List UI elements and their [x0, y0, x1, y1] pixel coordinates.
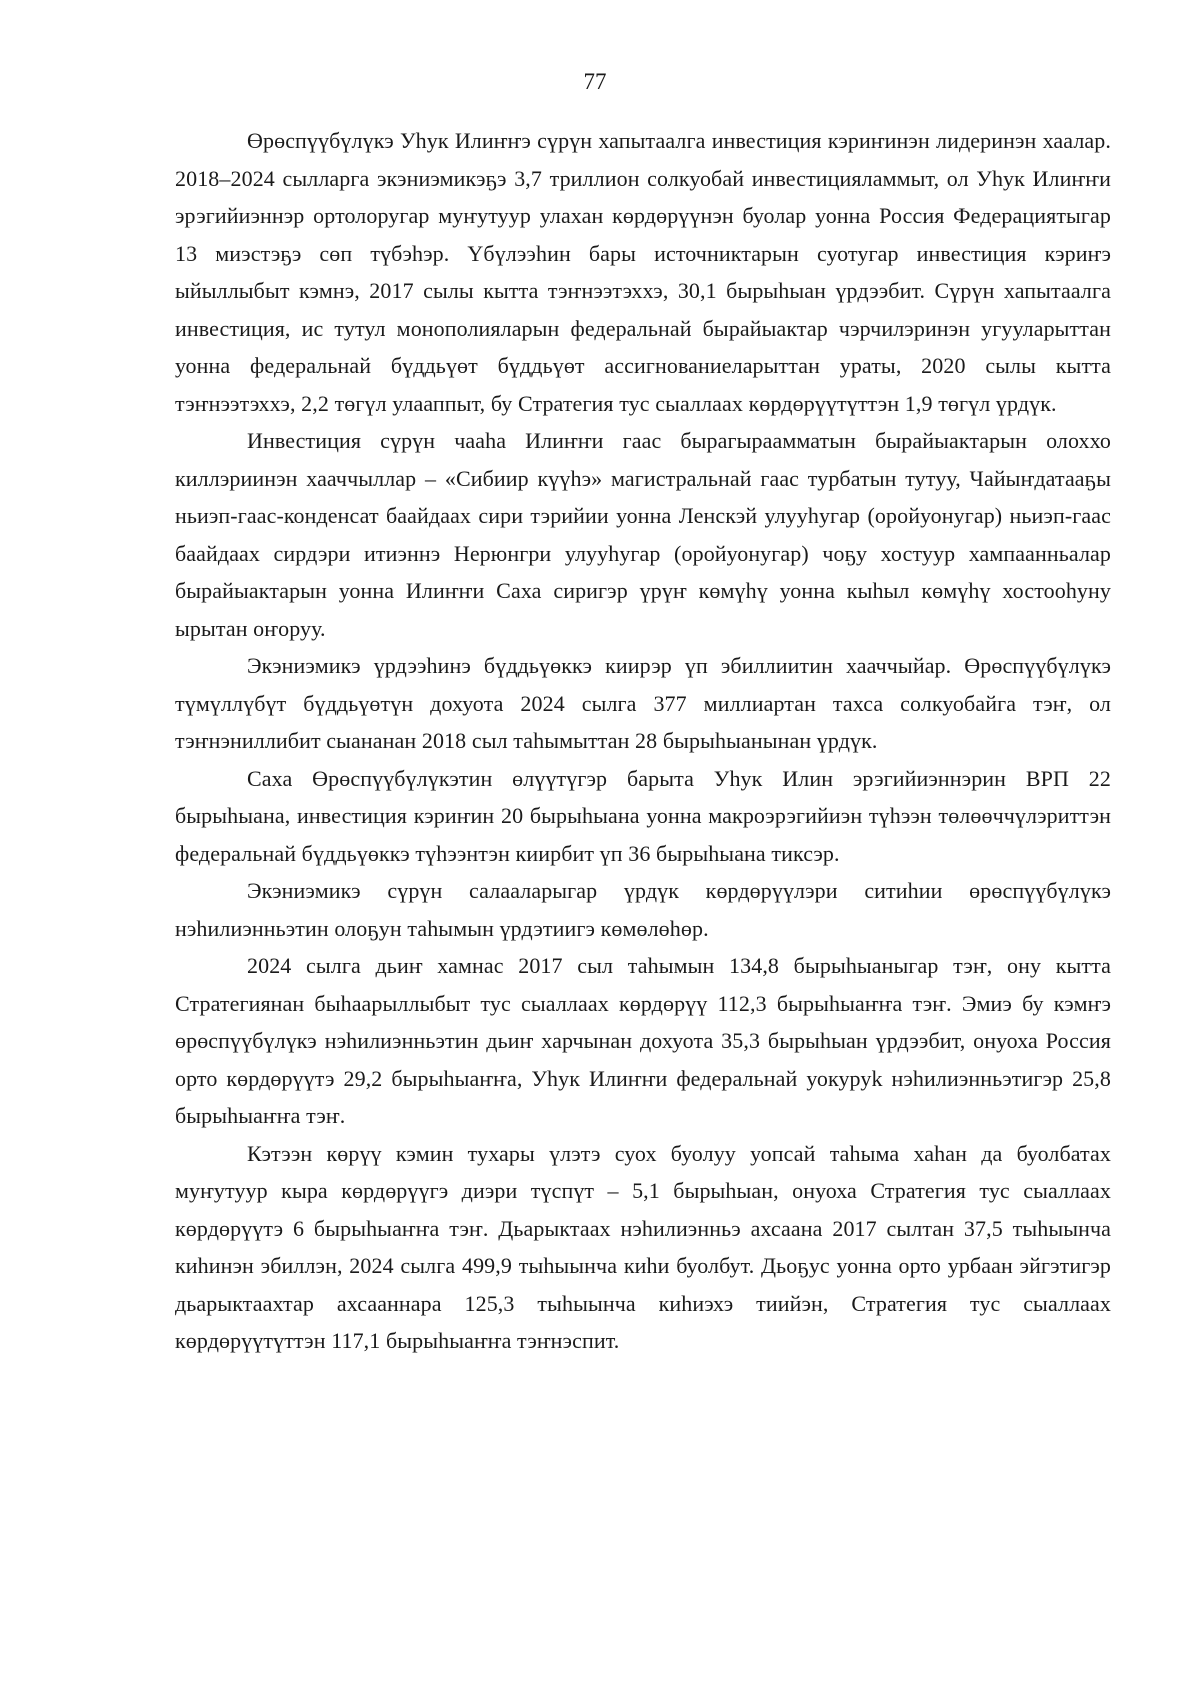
paragraph-investment: Өрөспүүбүлүкэ Уһук Илиҥҥэ сүрүн хапытаалга инвестиция кэриҥинэн лидеринэн хаалар. 2018–2024 сылларга экэниэмикэҕэ 3,7 триллион солкуобай инвестицияламмыт, ол Уһук Илиҥҥи эрэгийиэннэр ортолоругар муҥутуур улахан көрдөрүүнэн буолар уонна Россия Федерациятыгар 13 миэстэҕэ сөп түбэһэр. Үбүлээһин бары источниктарын суотугар инвестиция кэриҥэ ыйыллыбыт кэмнэ, 2017 сылы кытта тэҥнээтэххэ, 30,1 бырыһыан үрдээбит. Сүрүн хапытаалга инвестиция, ис тутул монополияларын федеральнай бырайыактар чэрчилэринэн угууларыттан уонна федеральнай бүддьүөт бүддьүөт ассигнованиеларыттан ураты, 2020 сылы кытта тэҥнээтэххэ, 2,2 төгүл улааппыт, бу Стратегия тус сыаллаах көрдөрүүтүттэн 1,9 төгүл үрдүк.	[175, 128, 1111, 416]
paragraph-budget: Экэниэмикэ үрдээһинэ бүддьүөккэ киирэр үп эбиллиитин хааччыйар. Өрөспүүбүлүкэ түмүллүбүт бүддьүөтүн дохуота 2024 сылга 377 миллиартан тахса солкуобайга тэҥ, ол тэҥнэниллибит сыананан 2018 сыл таһымыттан 28 бырыһыанынан үрдүк.	[175, 653, 1111, 753]
paragraph-regional-share: Саха Өрөспүүбүлүкэтин өлүүтүгэр барыта Уһук Илин эрэгийиэннэрин ВРП 22 бырыһыана, инвестиция кэриҥин 20 бырыһыана уонна макроэрэгийиэн түһээн төлөөччүлэриттэн федеральнай бүддьүөккэ түһээнтэн киирбит үп 36 бырыһыана тиксэр.	[175, 765, 1111, 866]
page-number: 77	[583, 69, 607, 94]
paragraph-wages-income: 2024 сылга дьиҥ хамнас 2017 сыл таһымын 134,8 бырыһыаныгар тэҥ, ону кытта Стратегиянан быһаарыллыбыт тус сыаллаах көрдөрүү 112,3 бырыһыаҥҥа тэҥ. Эмиэ бу кэмҥэ өрөспүүбүлүкэ нэһилиэнньэтин дьиҥ харчынан дохуота 35,3 бырыһыан үрдээбит, онуоха Россия орто көрдөрүүтэ 29,2 бырыһыаҥҥа, Уһук Илиҥҥи федеральнай уокуруk нэһилиэнньэтигэр 25,8 бырыһыаҥҥа тэҥ.	[175, 953, 1111, 1128]
paragraph-gas-program: Инвестиция сүрүн чааһа Илиҥҥи гаас бырагыраамматын бырайыактарын олоххо киллэриинэн хааччыллар – «Сибиир күүһэ» магистральнай гаас турбатын тутуу, Чайыҥдатааҕы ньиэп-гаас-конденсат баайдаах сири тэрийии уонна Ленскэй улууһугар (оройуонугар) ньиэп-гаас баайдаах сирдэри итиэннэ Нерюнгри улууһугар (оройуонугар) чоҕу хостуур хампаанньалар бырайыактарын уонна Илиҥҥи Саха сиригэр үрүҥ көмүһү уонна кыһыл көмүһү хостооһуну ырытан оҥоруу.	[175, 428, 1111, 641]
paragraph-employment: Кэтээн көрүү кэмин тухары үлэтэ суох буолуу уопсай таһыма хаһан да буолбатах муҥутуур кыра көрдөрүүгэ диэри түспүт – 5,1 бырыһыан, онуоха Стратегия тус сыаллаах көрдөрүүтэ 6 бырыһыаҥҥа тэҥ. Дьарыктаах нэһилиэнньэ ахсаана 2017 сылтан 37,5 тыһыынча киһинэн эбиллэн, 2024 сылга 499,9 тыһыынча киһи буолбут. Дьоҕус уонна орто урбаан эйгэтигэр дьарыктаахтар ахсааннара 125,3 тыһыынча киһиэхэ тиийэн, Стратегия тус сыаллаах көрдөрүүтүттэн 117,1 бырыһыаҥҥа тэҥнэспит.	[175, 1140, 1111, 1353]
paragraph-living-standards: Экэниэмикэ сүрүн салааларыгар үрдүк көрдөрүүлэри ситиһии өрөспүүбүлүкэ нэһилиэнньэтин олоҕун таһымын үрдэтиигэ көмөлөһөр.	[175, 878, 1111, 941]
body-text	[175, 122, 1111, 1360]
